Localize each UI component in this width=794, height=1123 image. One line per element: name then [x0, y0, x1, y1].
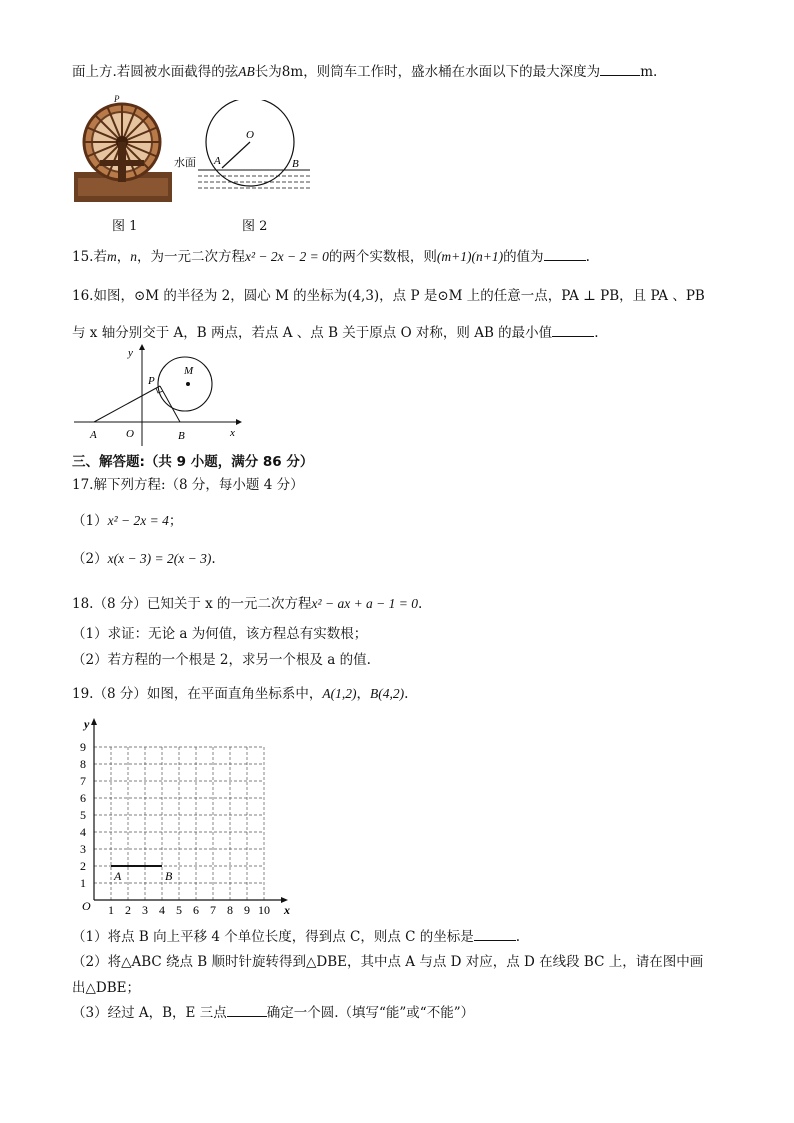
x-tick-label: 4	[159, 903, 165, 917]
x-tick-label: 7	[210, 903, 216, 917]
x-tick-label: 10	[258, 903, 270, 917]
grid-axis-y-label: y	[84, 717, 90, 731]
q15-expression: (m+1)(n+1)	[436, 249, 504, 264]
q15-var-n: n	[130, 249, 137, 264]
waterwheel-photo	[74, 94, 172, 202]
fig1-caption: 图 1	[112, 219, 138, 234]
x-tick-label: 1	[108, 903, 114, 917]
fig2-label-O: O	[246, 129, 254, 141]
q15-answer-blank[interactable]	[544, 246, 586, 261]
q19-item3	[72, 1002, 474, 1023]
q19-coordinate-grid	[70, 714, 300, 920]
figure-2-diagram	[172, 100, 322, 195]
q19-comma: ，	[356, 686, 370, 702]
grid-label-A: A	[114, 869, 122, 883]
q16-figure	[72, 340, 252, 448]
grid-axis-x-label: x	[284, 903, 290, 917]
q15-end: .	[585, 249, 590, 265]
q19-item1	[72, 926, 520, 947]
q18-equation: x² − ax + a − 1 = 0	[311, 596, 419, 611]
x-tick-label: 3	[142, 903, 148, 917]
y-tick-label: 5	[80, 808, 86, 822]
q18-item1: （1）求证：无论 a 为何值，该方程总有实数根；	[72, 626, 368, 642]
q14-text-part2: 长为	[254, 64, 282, 80]
x-tick-label: 2	[125, 903, 131, 917]
q16-end: .	[594, 325, 599, 341]
q15-text3: 的值为	[503, 249, 544, 265]
grid-label-B: B	[165, 869, 173, 883]
y-tick-label: 6	[80, 791, 86, 805]
q17-item1-equation: x² − 2x = 4	[107, 513, 169, 528]
q19-title-text: 19.（8 分）如图，在平面直角坐标系中，	[72, 686, 323, 702]
q17-item2-end: .	[211, 551, 216, 567]
q19-title-end: .	[404, 686, 409, 702]
q14-unit: m.	[640, 64, 658, 80]
q19-item3-answer-blank[interactable]	[227, 1002, 267, 1017]
q18-title	[72, 594, 422, 614]
q19-point-A: A(1,2)	[322, 686, 357, 701]
q17-item1-num: （1）	[72, 513, 108, 529]
q16-label-P: P	[148, 375, 155, 387]
q16-label-M: M	[184, 365, 194, 377]
q19-item1-text: （1）将点 B 向上平移 4 个单位长度，得到点 C，则点 C 的坐标是	[72, 929, 474, 945]
q17-item2-num: （2）	[72, 551, 108, 567]
radius-OA	[222, 142, 250, 168]
fig2-caption: 图 2	[242, 219, 268, 234]
q18-item2: （2）若方程的一个根是 2，求另一个根及 a 的值.	[72, 652, 371, 668]
y-tick-label: 3	[80, 842, 86, 856]
q14-chord: AB	[238, 64, 255, 79]
q17-item2	[72, 549, 216, 569]
q16-axis-y: y	[128, 347, 133, 359]
q18-title-end: .	[418, 596, 423, 612]
x-tick-label: 5	[176, 903, 182, 917]
y-tick-label: 2	[80, 859, 86, 873]
x-tick-label: 9	[244, 903, 250, 917]
x-tick-label: 6	[193, 903, 199, 917]
fig2-water-label: 水面	[174, 157, 196, 169]
section-3-title: 三、解答题:（共 9 小题，满分 86 分）	[72, 454, 314, 470]
q15-var-m: m	[106, 249, 117, 264]
q15-text2: 的两个实数根，则	[328, 249, 437, 265]
q19-item1-answer-blank[interactable]	[474, 926, 516, 941]
q16-label-B: B	[178, 430, 185, 442]
q16-line1: 16.如图，⊙M 的半径为 2，圆心 M 的坐标为(4,3)，点 P 是⊙M 上的任意一点，PA ⊥ PB，且 PA 、PB	[72, 288, 705, 304]
wheel-circle	[206, 100, 294, 186]
q14-answer-blank[interactable]	[600, 61, 640, 76]
q19-point-B: B(4,2)	[369, 686, 405, 701]
q16-label-A: A	[90, 429, 97, 441]
q17-item2-equation: x(x − 3) = 2(x − 3)	[107, 551, 212, 566]
q16-answer-blank[interactable]	[552, 322, 594, 337]
fig1-label-P: P	[114, 94, 120, 104]
q15-equation: x² − 2x − 2 = 0	[244, 249, 329, 264]
q14-text-line	[72, 61, 657, 82]
y-tick-label: 7	[80, 774, 86, 788]
q18-title-text: 18.（8 分）已知关于 x 的一元二次方程	[72, 596, 312, 612]
y-tick-label: 9	[80, 740, 86, 754]
q19-item3-text1: （3）经过 A，B，E 三点	[72, 1005, 227, 1021]
y-tick-label: 4	[80, 825, 86, 839]
q19-item1-end: .	[515, 929, 521, 945]
fig2-label-B: B	[292, 158, 299, 170]
q19-item3-text2: 确定一个圆.（填写“能”或“不能”）	[266, 1005, 475, 1021]
q19-title	[72, 684, 408, 704]
q15-line	[72, 246, 590, 267]
q15-separator: ，	[116, 249, 131, 265]
q15-number: 15.若	[72, 249, 107, 265]
x-tick-label: 8	[227, 903, 233, 917]
q17-item1	[72, 511, 182, 531]
q15-text1: ，为一元二次方程	[136, 249, 245, 265]
q14-text-part3: ，则筒车工作时，盛水桶在水面以下的最大深度为	[303, 64, 601, 80]
q17-item1-end: ；	[168, 513, 183, 529]
q19-item2-line2: 出△DBE；	[72, 980, 140, 996]
q17-title: 17.解下列方程:（8 分，每小题 4 分）	[72, 477, 304, 493]
fig2-label-A: A	[214, 155, 221, 167]
y-tick-label: 1	[80, 876, 86, 890]
q16-axis-x: x	[230, 427, 235, 439]
q16-label-O: O	[126, 428, 134, 440]
q14-text-part1: 面上方.若圆被水面截得的弦	[72, 64, 239, 80]
q16-line2-text: 与 x 轴分别交于 A，B 两点，若点 A 、点 B 关于原点 O 对称，则 AB 的最小值	[72, 325, 553, 341]
y-tick-label: 8	[80, 757, 86, 771]
grid-origin-label: O	[82, 899, 91, 913]
q14-length: 8m	[281, 64, 304, 80]
q19-item2-line1: （2）将△ABC 绕点 B 顺时针旋转得到△DBE，其中点 A 与点 D 对应，点 D 在线段 BC 上，请在图中画	[72, 954, 704, 970]
